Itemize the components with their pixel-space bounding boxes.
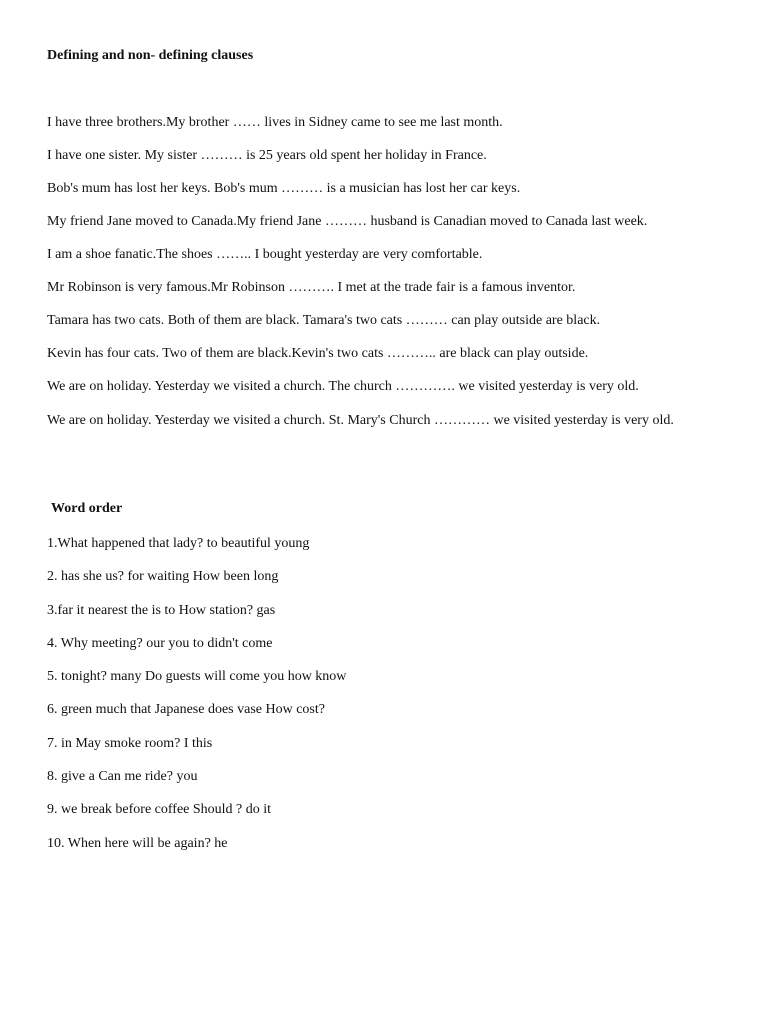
word-order-item-5: 5. tonight? many Do guests will come you how know [47,669,347,685]
clause-item-7: Tamara has two cats. Both of them are black. Tamara's two cats ……… can play outside are black. [47,313,601,328]
page-title: Defining and non- defining clauses [47,48,254,63]
word-order-item-2: 2. has she us? for waiting How been long [47,569,279,585]
clause-item-8: Kevin has four cats. Two of them are black.Kevin's two cats ……….. are black can play outside. [47,346,589,361]
word-order-exercise [47,535,727,868]
word-order-item-1: 1.What happened that lady? to beautiful young [47,536,310,551]
word-order-item-10: 10. When here will be again? he [47,835,228,851]
word-order-item-9: 9. we break before coffee Should ? do it [47,802,272,818]
word-order-item-4: 4. Why meeting? our you to didn't come [47,635,273,651]
clause-item-2: I have one sister. My sister ……… is 25 years old spent her holiday in France. [47,148,487,163]
word-order-item-6: 6. green much that Japanese does vase How cost? [47,702,325,718]
word-order-item-7: 7. in May smoke room? I this [47,735,213,751]
clause-item-4: My friend Jane moved to Canada.My friend Jane ……… husband is Canadian moved to Canada last week. [47,214,648,229]
word-order-item-8: 8. give a Can me ride? you [47,769,198,785]
clause-item-10: We are on holiday. Yesterday we visited a church. St. Mary's Church ………… we visited yesterday is very old. [47,413,674,428]
clause-item-6: Mr Robinson is very famous.Mr Robinson ………. I met at the trade fair is a famous inventor. [47,280,576,295]
clause-item-1: I have three brothers.My brother …… lives in Sidney came to see me last month. [47,115,503,130]
clauses-exercise [47,114,727,446]
word-order-heading: Word order [51,501,123,516]
clause-item-3: Bob's mum has lost her keys. Bob's mum ……… is a musician has lost her car keys. [47,181,521,196]
word-order-item-3: 3.far it nearest the is to How station? gas [47,602,276,618]
clause-item-9: We are on holiday. Yesterday we visited a church. The church …………. we visited yesterday is very old. [47,379,639,394]
clause-item-5: I am a shoe fanatic.The shoes …….. I bought yesterday are very comfortable. [47,247,483,262]
